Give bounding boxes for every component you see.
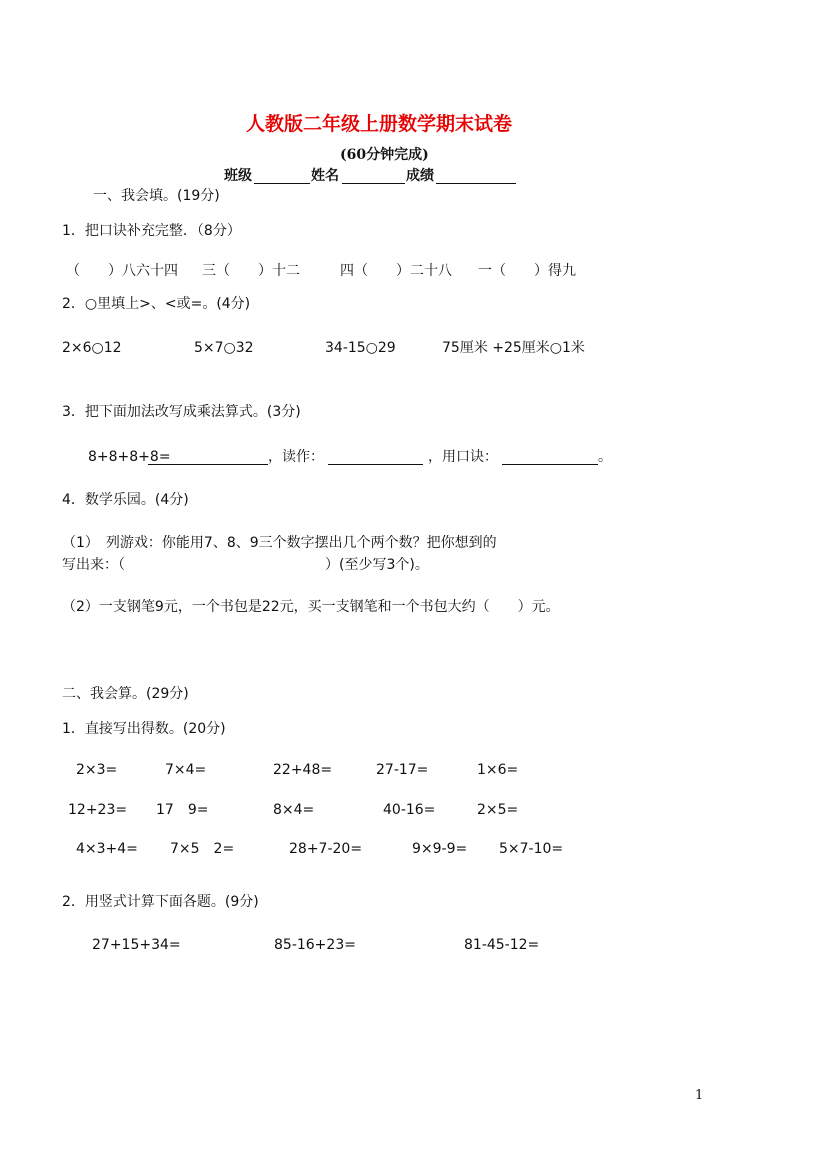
name-blank[interactable] xyxy=(342,182,405,184)
s2-q2-problem: 81-45-12= xyxy=(464,937,540,953)
s1-q3-rhyme-blank[interactable] xyxy=(502,463,598,465)
page-title: 人教版二年级上册数学期末试卷 xyxy=(246,113,513,135)
s1-q3-expression: 8+8+8+8= xyxy=(88,449,171,465)
s1-q1-heading: 1．把口诀补充完整．（8分） xyxy=(62,223,241,239)
s2-q1-heading: 1．直接写出得数。(20分) xyxy=(62,721,226,737)
s1-q4-part1-line1: （1） 列游戏：你能用7、8、9三个数字摆出几个两个数？把你想到的 xyxy=(62,535,497,551)
s1-q3-end: 。 xyxy=(598,449,612,465)
s2-q1-problem: 28+7-20= xyxy=(289,841,363,857)
s1-q2-item: 5×7○32 xyxy=(194,340,254,356)
s2-q1-problem: 9×9-9= xyxy=(412,841,468,857)
s2-q2-problem: 85-16+23= xyxy=(274,937,356,953)
s2-q1-problem: 2×3= xyxy=(76,762,118,778)
section2-heading: 二、我会算。(29分) xyxy=(62,686,189,702)
s1-q2-item: 34-15○29 xyxy=(325,340,396,356)
s2-q1-problem: 17 9= xyxy=(156,802,209,818)
s2-q1-problem: 22+48= xyxy=(273,762,333,778)
s1-q1-item: 四（ ）二十八 xyxy=(340,263,452,279)
section1-heading: 一、我会填。(19分) xyxy=(93,188,220,204)
s2-q1-problem: 12+23= xyxy=(68,802,128,818)
s1-q2-item: 75厘米 +25厘米○1米 xyxy=(442,340,585,356)
score-label: 成绩 xyxy=(406,168,434,184)
s1-q3-heading: 3．把下面加法改写成乘法算式。(3分) xyxy=(62,404,301,420)
s2-q1-problem: 5×7-10= xyxy=(499,841,564,857)
class-blank[interactable] xyxy=(254,182,310,184)
s2-q1-problem: 2×5= xyxy=(477,802,519,818)
s1-q1-item: 三（ ）十二 xyxy=(202,263,300,279)
page-number: 1 xyxy=(695,1088,704,1103)
s2-q1-problem: 27-17= xyxy=(376,762,429,778)
s1-q2-heading: 2．○里填上>、<或=。(4分) xyxy=(62,296,251,312)
s1-q1-item: （ ）八六十四 xyxy=(66,263,178,279)
s2-q1-problem: 7×4= xyxy=(165,762,207,778)
s1-q3-answer-blank[interactable] xyxy=(148,463,268,465)
s2-q1-problem: 7×5 2= xyxy=(170,841,235,857)
s1-q3-read-label: ，读作： xyxy=(268,449,324,465)
s1-q4-part1-line2-end: ）(至少写3个)。 xyxy=(325,557,429,573)
name-label: 姓名 xyxy=(311,168,339,184)
class-label: 班级 xyxy=(224,168,252,184)
s2-q1-problem: 8×4= xyxy=(273,802,315,818)
s1-q4-part2: （2）一支钢笔9元，一个书包是22元，买一支钢笔和一个书包大约（ ）元。 xyxy=(62,599,560,615)
score-blank[interactable] xyxy=(436,182,516,184)
time-limit-note: (60分钟完成) xyxy=(340,147,429,163)
s2-q1-problem: 1×6= xyxy=(477,762,519,778)
s1-q3-read-blank[interactable] xyxy=(328,463,423,465)
s2-q1-problem: 40-16= xyxy=(383,802,436,818)
s2-q2-problem: 27+15+34= xyxy=(92,937,181,953)
s1-q3-rhyme-label: ，用口诀： xyxy=(428,449,498,465)
s2-q1-problem: 4×3+4= xyxy=(76,841,138,857)
s1-q1-item: 一（ ）得九 xyxy=(478,263,576,279)
s1-q4-heading: 4．数学乐园。(4分) xyxy=(62,492,189,508)
s2-q2-heading: 2．用竖式计算下面各题。(9分) xyxy=(62,894,259,910)
s1-q4-part1-line2-start: 写出来：（ xyxy=(62,557,125,573)
s1-q2-item: 2×6○12 xyxy=(62,340,122,356)
